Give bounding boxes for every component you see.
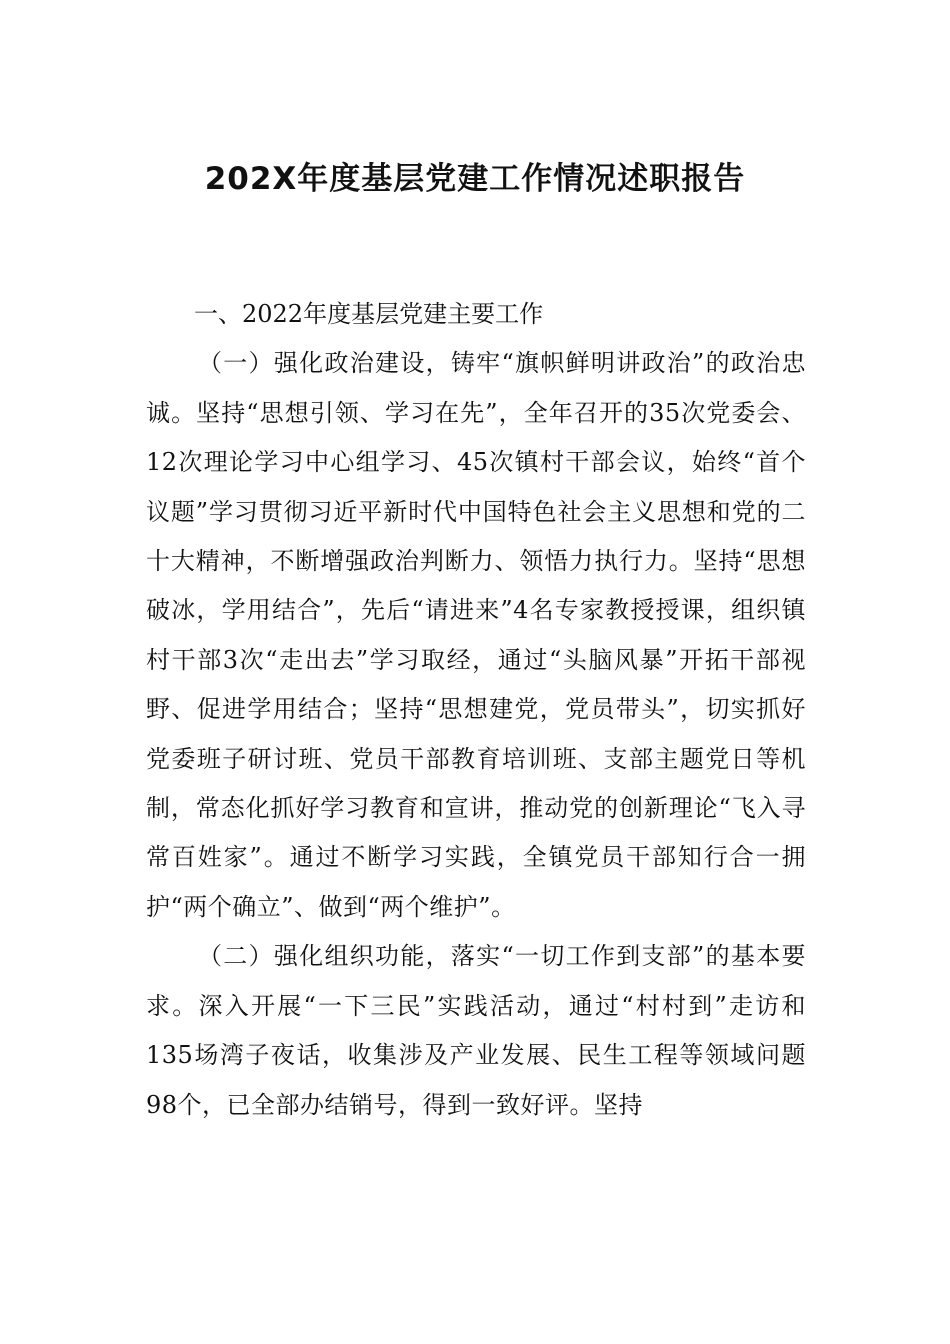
section-heading: 一、2022年度基层党建主要工作 — [194, 300, 544, 328]
document-body — [146, 290, 806, 1130]
paragraph-organization-function: （二）强化组织功能，落实“一切工作到支部”的基本要求。深入开展“一下三民”实践活动，通过“村村到”走访和135场湾子夜话，收集涉及产业发展、民生工程等领域问题98个，已全部办结销号，得到一致好评。坚持 — [146, 942, 806, 1119]
document-title: 202X年度基层党建工作情况述职报告 — [204, 161, 746, 197]
paragraph-political-building: （一）强化政治建设，铸牢“旗帜鲜明讲政治”的政治忠诚。坚持“思想引领、学习在先”，全年召开的35次党委会、12次理论学习中心组学习、45次镇村干部会议，始终“首个议题”学习贯彻习近平新时代中国特色社会主义思想和党的二十大精神，不断增强政治判断力、领悟力执行力。坚持“思想破冰，学用结合”，先后“请进来”4名专家教授授课，组织镇村干部3次“走出去”学习取经，通过“头脑风暴”开拓干部视野、促进学用结合；坚持“思想建党，党员带头”，切实抓好党委班子研讨班、党员干部教育培训班、支部主题党日等机制，常态化抓好学习教育和宣讲，推动党的创新理论“飞入寻常百姓家”。通过不断学习实践，全镇党员干部知行合一拥护“两个确立”、做到“两个维护”。 — [146, 349, 806, 921]
